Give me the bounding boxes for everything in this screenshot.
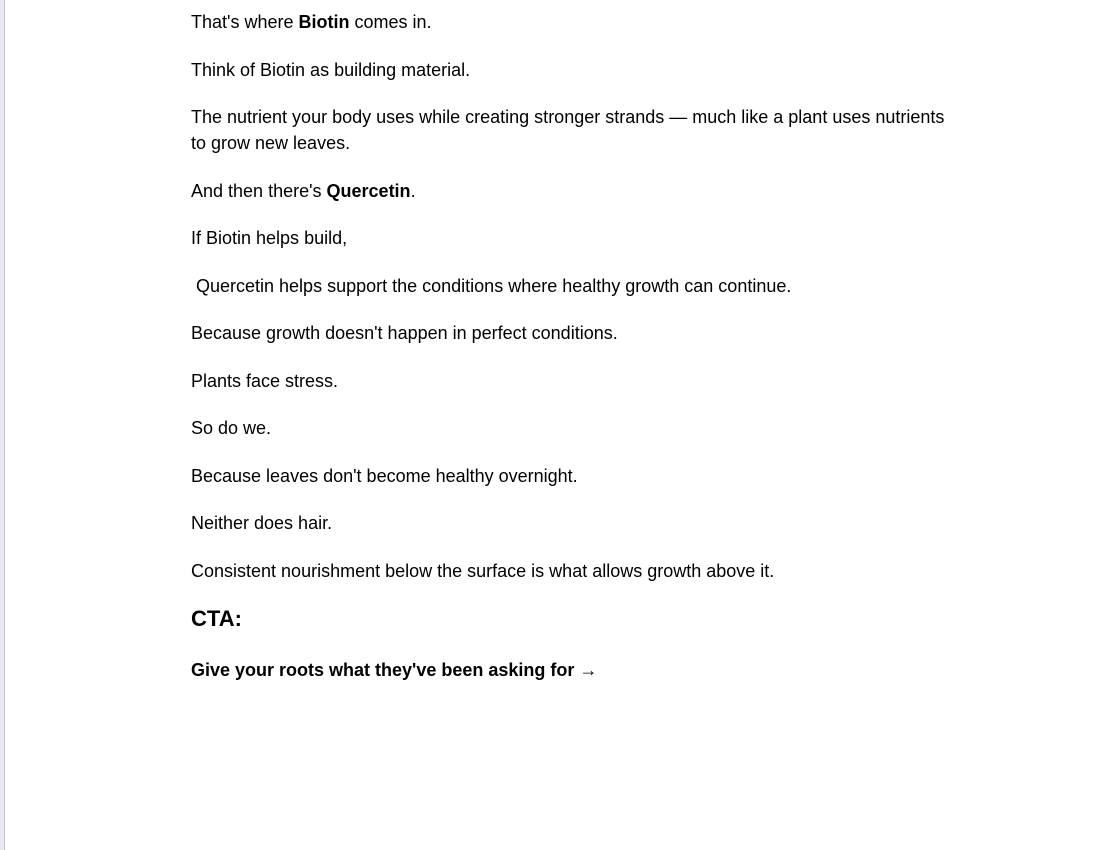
paragraph: So do we. xyxy=(191,418,272,438)
paragraph: Because growth doesn't happen in perfect conditions. xyxy=(191,323,618,343)
paragraph: Think of Biotin as building material. xyxy=(191,59,471,80)
cta-heading: CTA: xyxy=(191,606,242,631)
bold-term-biotin: Biotin xyxy=(298,12,350,32)
text-segment: . xyxy=(410,180,416,201)
paragraph: Plants face stress. xyxy=(191,370,339,391)
paragraph-biotin-intro xyxy=(191,9,951,35)
text-segment: comes in. xyxy=(349,12,432,32)
paragraph: Neither does hair. xyxy=(191,513,333,533)
paragraph: The nutrient your body uses while creating stronger strands — much like a plant uses nutrients to grow new leaves. xyxy=(191,107,945,153)
paragraph: Quercetin helps support the conditions where healthy growth can continue. xyxy=(191,275,792,296)
bold-term-quercetin: Quercetin xyxy=(326,180,411,201)
paragraph: Consistent nourishment below the surface is what allows growth above it. xyxy=(191,560,775,581)
document-body xyxy=(191,9,951,683)
cta-link[interactable]: Give your roots what they've been asking for → xyxy=(191,660,598,680)
paragraph: Because leaves don't become healthy overnight. xyxy=(191,465,578,486)
paragraph: If Biotin helps build, xyxy=(191,228,348,248)
text-segment: And then there's xyxy=(191,180,327,201)
text-segment: That's where xyxy=(191,12,299,32)
document-page xyxy=(5,0,1100,850)
paragraph-quercetin-intro xyxy=(191,178,951,204)
